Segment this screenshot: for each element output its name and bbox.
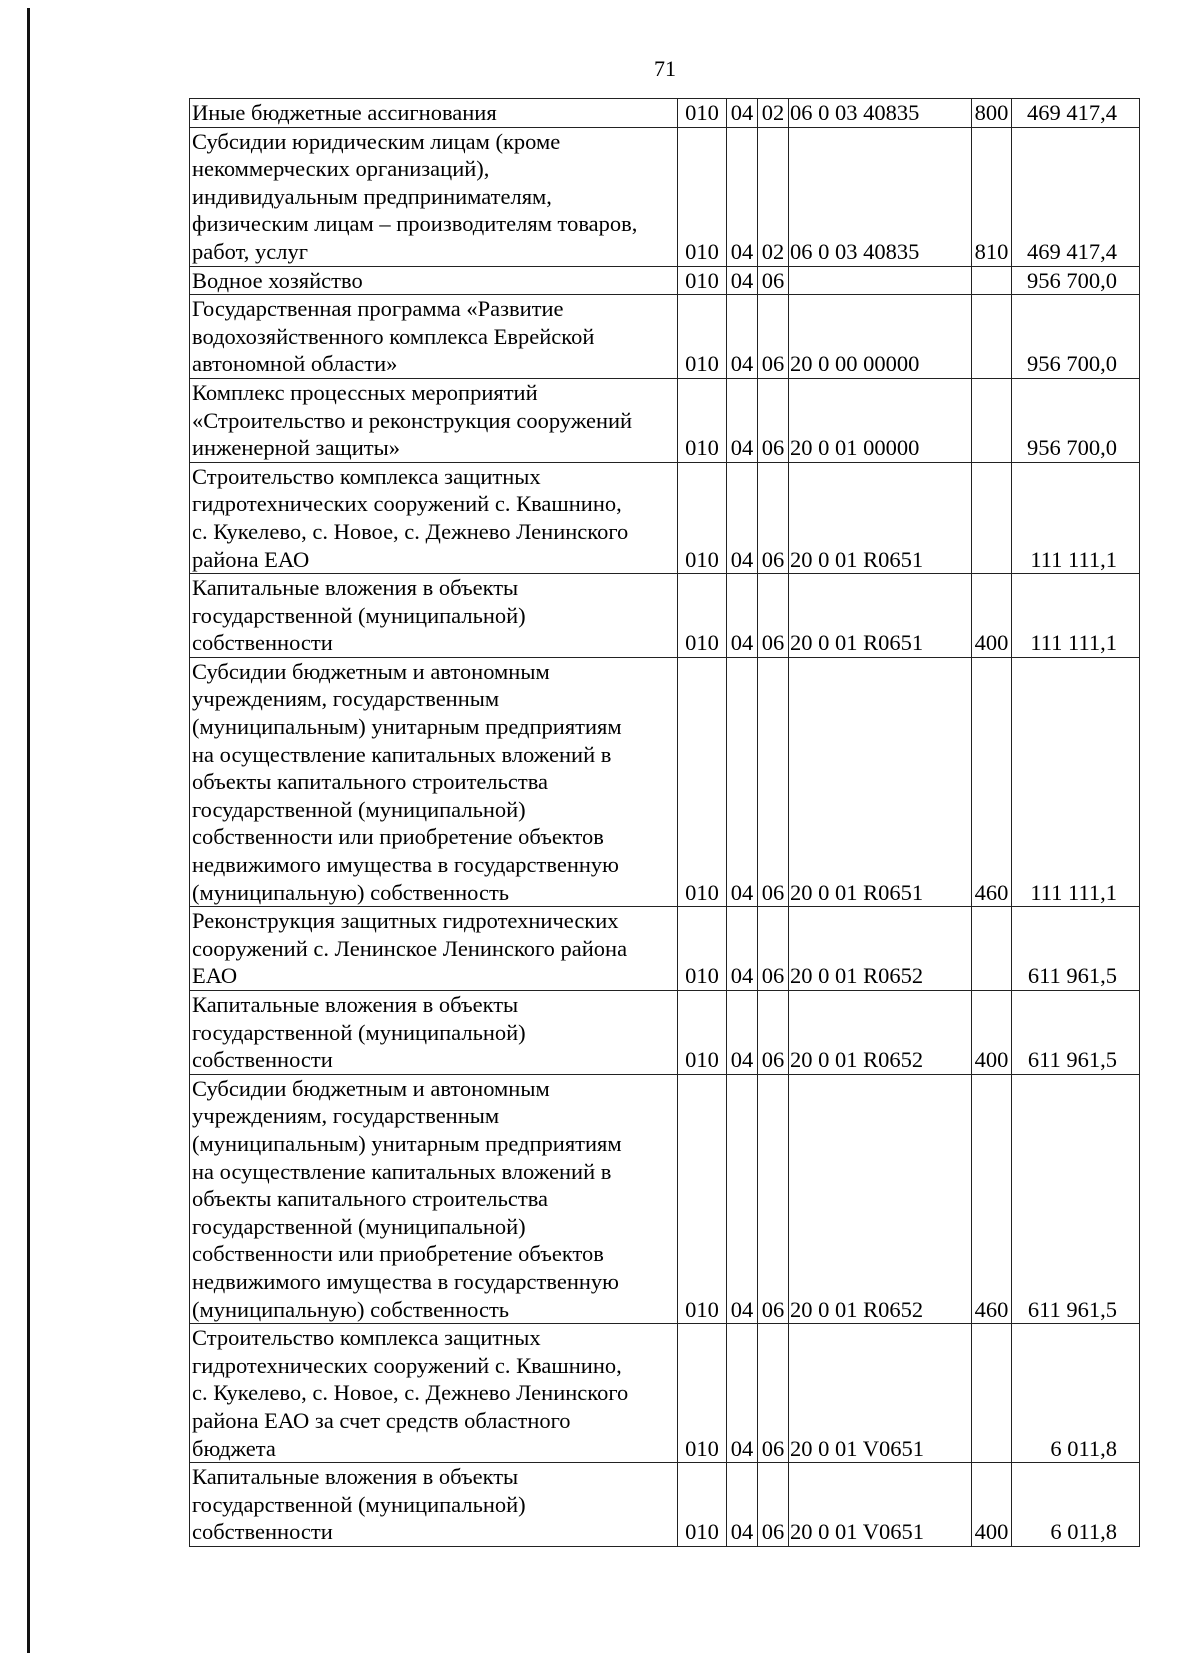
amount-cell: 6 011,8 (1012, 1324, 1140, 1463)
section-code-cell: 04 (727, 266, 758, 295)
section-code-cell: 04 (727, 907, 758, 991)
table-row (190, 657, 1140, 906)
amount-cell: 611 961,5 (1012, 1074, 1140, 1323)
subsection-code-cell: 02 (758, 99, 789, 128)
amount-cell: 956 700,0 (1012, 295, 1140, 379)
subsection-code-cell: 06 (758, 295, 789, 379)
section-code-cell: 04 (727, 574, 758, 658)
amount-cell: 111 111,1 (1012, 462, 1140, 573)
table-row (190, 127, 1140, 266)
page-number: 71 (654, 56, 676, 81)
left-margin-line (27, 8, 30, 1653)
subsection-code-cell: 06 (758, 266, 789, 295)
row-name-cell: Иные бюджетные ассигнования (190, 99, 678, 128)
amount-cell: 6 011,8 (1012, 1463, 1140, 1547)
section-code-cell: 04 (727, 1324, 758, 1463)
grbs-code-cell: 010 (678, 907, 727, 991)
target-article-cell (789, 266, 972, 295)
row-name-cell: Строительство комплекса защитных гидротехнических сооружений с. Квашнино, с. Кукелево, с. Новое, с. Дежнево Ленинского района ЕАО за счет средств областного бюджета (190, 1324, 678, 1463)
table-row (190, 907, 1140, 991)
grbs-code-cell: 010 (678, 378, 727, 462)
expense-type-cell: 460 (972, 1074, 1012, 1323)
target-article-cell: 20 0 01 V0651 (789, 1463, 972, 1547)
target-article-cell: 20 0 01 V0651 (789, 1324, 972, 1463)
table-row (190, 1074, 1140, 1323)
section-code-cell: 04 (727, 295, 758, 379)
target-article-cell: 20 0 01 R0651 (789, 462, 972, 573)
table-row (190, 991, 1140, 1075)
grbs-code-cell: 010 (678, 462, 727, 573)
subsection-code-cell: 06 (758, 657, 789, 906)
amount-cell: 611 961,5 (1012, 991, 1140, 1075)
grbs-code-cell: 010 (678, 574, 727, 658)
expense-type-cell: 400 (972, 1463, 1012, 1547)
subsection-code-cell: 06 (758, 1074, 789, 1323)
table-row (190, 462, 1140, 573)
table-row (190, 574, 1140, 658)
target-article-cell: 20 0 01 R0652 (789, 907, 972, 991)
subsection-code-cell: 06 (758, 1324, 789, 1463)
row-name-cell: Строительство комплекса защитных гидротехнических сооружений с. Квашнино, с. Кукелево, с. Новое, с. Дежнево Ленинского района ЕАО (190, 462, 678, 573)
grbs-code-cell: 010 (678, 295, 727, 379)
amount-cell: 469 417,4 (1012, 127, 1140, 266)
subsection-code-cell: 06 (758, 462, 789, 573)
subsection-code-cell: 06 (758, 907, 789, 991)
row-name-cell: Капитальные вложения в объекты государственной (муниципальной) собственности (190, 1463, 678, 1547)
table-row (190, 266, 1140, 295)
section-code-cell: 04 (727, 127, 758, 266)
amount-cell: 611 961,5 (1012, 907, 1140, 991)
target-article-cell: 20 0 01 R0651 (789, 657, 972, 906)
expense-type-cell: 400 (972, 574, 1012, 658)
row-name-cell: Субсидии бюджетным и автономным учреждениям, государственным (муниципальным) унитарным предприятиям на осуществление капитальных вложений в объекты капитального строительства государственной (муниципальной) собственности или приобретение объектов недвижимого имущества в государственную (муниципальную) собственность (190, 1074, 678, 1323)
subsection-code-cell: 06 (758, 378, 789, 462)
expense-type-cell (972, 378, 1012, 462)
target-article-cell: 20 0 01 R0652 (789, 1074, 972, 1323)
expense-type-cell (972, 1324, 1012, 1463)
amount-cell: 956 700,0 (1012, 378, 1140, 462)
grbs-code-cell: 010 (678, 1463, 727, 1547)
budget-table-body (190, 99, 1140, 1547)
expense-type-cell: 800 (972, 99, 1012, 128)
table-row (190, 378, 1140, 462)
section-code-cell: 04 (727, 1463, 758, 1547)
target-article-cell: 20 0 00 00000 (789, 295, 972, 379)
row-name-cell: Водное хозяйство (190, 266, 678, 295)
section-code-cell: 04 (727, 1074, 758, 1323)
subsection-code-cell: 06 (758, 574, 789, 658)
section-code-cell: 04 (727, 462, 758, 573)
grbs-code-cell: 010 (678, 127, 727, 266)
grbs-code-cell: 010 (678, 1324, 727, 1463)
amount-cell: 111 111,1 (1012, 657, 1140, 906)
amount-cell: 111 111,1 (1012, 574, 1140, 658)
row-name-cell: Реконструкция защитных гидротехнических сооружений с. Ленинское Ленинского района ЕАО (190, 907, 678, 991)
grbs-code-cell: 010 (678, 1074, 727, 1323)
subsection-code-cell: 06 (758, 1463, 789, 1547)
grbs-code-cell: 010 (678, 657, 727, 906)
budget-table (189, 98, 1140, 1547)
table-row (190, 1463, 1140, 1547)
section-code-cell: 04 (727, 991, 758, 1075)
table-row (190, 295, 1140, 379)
row-name-cell: Государственная программа «Развитие водохозяйственного комплекса Еврейской автономной области» (190, 295, 678, 379)
expense-type-cell: 400 (972, 991, 1012, 1075)
expense-type-cell (972, 266, 1012, 295)
row-name-cell: Капитальные вложения в объекты государственной (муниципальной) собственности (190, 991, 678, 1075)
grbs-code-cell: 010 (678, 991, 727, 1075)
target-article-cell: 20 0 01 R0651 (789, 574, 972, 658)
expense-type-cell: 460 (972, 657, 1012, 906)
section-code-cell: 04 (727, 657, 758, 906)
target-article-cell: 06 0 03 40835 (789, 99, 972, 128)
section-code-cell: 04 (727, 99, 758, 128)
row-name-cell: Капитальные вложения в объекты государственной (муниципальной) собственности (190, 574, 678, 658)
expense-type-cell (972, 907, 1012, 991)
row-name-cell: Субсидии юридическим лицам (кроме некоммерческих организаций), индивидуальным предпринимателям, физическим лицам – производителям товаров, работ, услуг (190, 127, 678, 266)
target-article-cell: 20 0 01 R0652 (789, 991, 972, 1075)
grbs-code-cell: 010 (678, 266, 727, 295)
row-name-cell: Субсидии бюджетным и автономным учреждениям, государственным (муниципальным) унитарным предприятиям на осуществление капитальных вложений в объекты капитального строительства государственной (муниципальной) собственности или приобретение объектов недвижимого имущества в государственную (муниципальную) собственность (190, 657, 678, 906)
table-row (190, 1324, 1140, 1463)
amount-cell: 956 700,0 (1012, 266, 1140, 295)
target-article-cell: 20 0 01 00000 (789, 378, 972, 462)
target-article-cell: 06 0 03 40835 (789, 127, 972, 266)
subsection-code-cell: 02 (758, 127, 789, 266)
subsection-code-cell: 06 (758, 991, 789, 1075)
row-name-cell: Комплекс процессных мероприятий «Строительство и реконструкция сооружений инженерной защиты» (190, 378, 678, 462)
section-code-cell: 04 (727, 378, 758, 462)
expense-type-cell (972, 462, 1012, 573)
expense-type-cell (972, 295, 1012, 379)
expense-type-cell: 810 (972, 127, 1012, 266)
table-row (190, 99, 1140, 128)
grbs-code-cell: 010 (678, 99, 727, 128)
amount-cell: 469 417,4 (1012, 99, 1140, 128)
